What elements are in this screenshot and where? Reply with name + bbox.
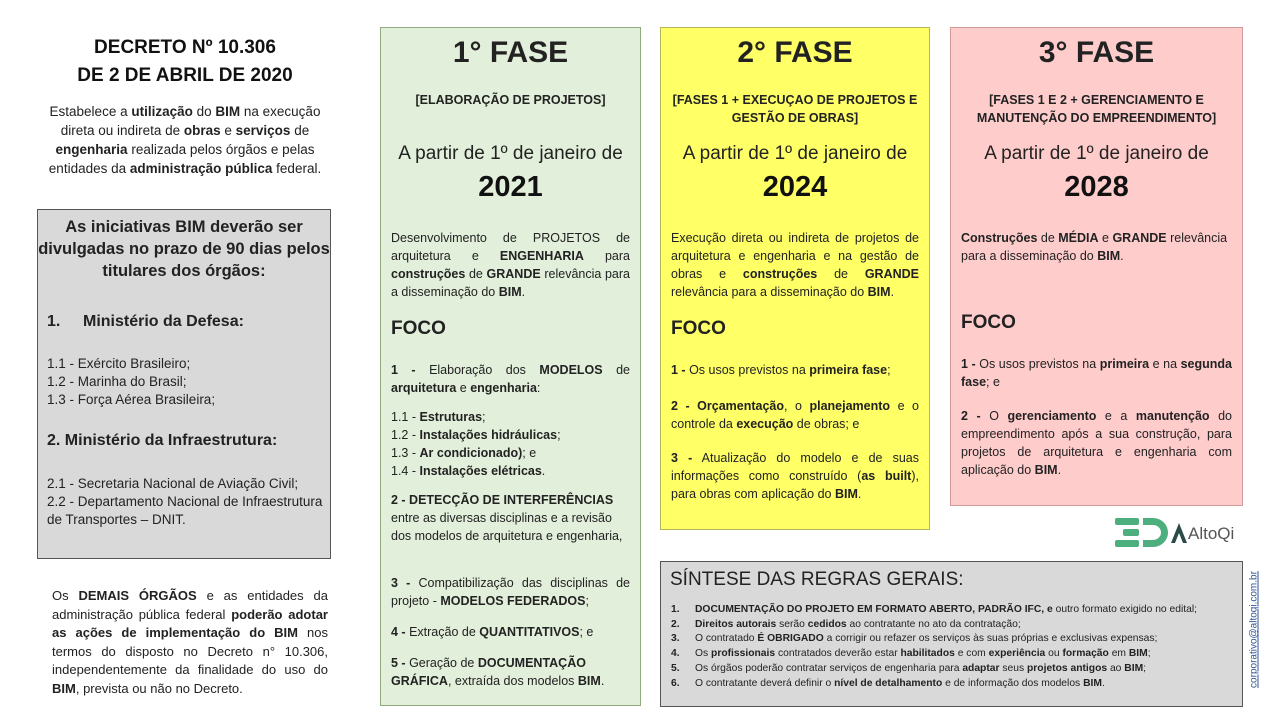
focus-subitems <box>391 408 630 480</box>
contact-email-text[interactable]: corporativo@altoqi.com.br <box>1248 571 1260 688</box>
contact-email-link[interactable] <box>1244 566 1262 702</box>
logo-3d-mark-icon <box>1115 518 1187 547</box>
phase-title: 2° FASE <box>737 36 853 69</box>
ministry-infrastructure-title: 2. Ministério da Infraestrutura: <box>47 432 278 449</box>
phase-year: 2028 <box>1064 171 1129 203</box>
list-item: 1.2 - Marinha do Brasil; <box>47 374 187 389</box>
logo-text: AltoQi <box>1188 524 1235 543</box>
synthesis-item: 5. Os órgãos poderão contratar serviços de engenharia para adaptar seus projetos antigos ao BIM; <box>671 662 1147 674</box>
decree-title-line2: DE 2 DE ABRIL DE 2020 <box>77 65 293 86</box>
phase-description: Construções de MÉDIA e GRANDE relevância para a disseminação do BIM. <box>961 231 1228 263</box>
list-item: 1.3 - Força Aérea Brasileira; <box>47 392 216 407</box>
list-item: 2.2 - Departamento Nacional de Infraestrutura de Transportes – DNIT. <box>47 494 323 527</box>
synthesis-list <box>671 603 1236 691</box>
phase-2-column <box>660 27 930 530</box>
focus-item-2: 2 - O gerenciamento e a manutenção do empreendimento após a sua construção, para projetos de arquitetura e engenharia com aplicação do BIM. <box>961 409 1233 477</box>
phase-year: 2021 <box>478 171 543 203</box>
focus-item-1: 1 - Os usos previstos na primeira fase; <box>671 363 891 377</box>
list-item: 1.1 - Estruturas; <box>391 410 486 424</box>
list-item: 1.1 - Exército Brasileiro; <box>47 356 191 371</box>
decree-title <box>40 34 330 90</box>
phase-subtitle: [FASES 1 + EXECUÇAO DE PROJETOS E GESTÃO DE OBRAS] <box>672 93 918 125</box>
focus-heading: FOCO <box>961 312 1016 333</box>
phase-description: Execução direta ou indireta de projetos de arquitetura e engenharia e na gestão de obras e construções de GRANDE relevância para a disseminação do BIM. <box>671 231 919 299</box>
initiatives-heading: As iniciativas BIM deverão ser divulgadas no prazo de 90 dias pelos titulares dos órgãos: <box>38 218 330 280</box>
focus-item-3: 3 - Compatibilização das disciplinas de projeto - MODELOS FEDERADOS; <box>391 576 630 608</box>
phase-subtitle: [ELABORAÇÃO DE PROJETOS] <box>415 93 606 107</box>
list-item: 2.1 - Secretaria Nacional de Aviação Civil; <box>47 476 299 491</box>
phase-subtitle: [FASES 1 E 2 + GERENCIAMENTO E MANUTENÇÃO DO EMPREENDIMENTO] <box>976 93 1217 125</box>
ministry-infrastructure-list <box>47 475 323 529</box>
phase-start-label: A partir de 1º de janeiro de <box>682 143 908 164</box>
phase-description: Desenvolvimento de PROJETOS de arquitetura e ENGENHARIA para construções de GRANDE relevância para a disseminação do BIM. <box>391 231 630 299</box>
list-item: 1.2 - Instalações hidráulicas; <box>391 428 561 442</box>
synthesis-item: 1. DOCUMENTAÇÃO DO PROJETO EM FORMATO ABERTO, PADRÃO IFC, e outro formato exigido no edital; <box>671 604 1197 615</box>
ministry-defense-title: 1. Ministério da Defesa: <box>47 313 244 330</box>
decree-title-line1: DECRETO Nº 10.306 <box>94 37 276 58</box>
phase-year: 2024 <box>762 171 828 203</box>
phase-1-column <box>380 27 641 706</box>
synthesis-item: 4. Os profissionais contratados deverão estar habilitados e com experiência ou formação em BIM; <box>671 648 1151 660</box>
ministry-defense-list <box>47 355 215 409</box>
focus-item-2: 2 - Orçamentação, o planejamento e o controle da execução de obras; e <box>671 399 920 431</box>
synthesis-box <box>660 561 1243 707</box>
list-item: 1.4 - Instalações elétricas. <box>391 464 546 478</box>
initiatives-box <box>37 209 331 559</box>
focus-item-1: 1 - Os usos previstos na primeira e na segunda fase; e <box>961 357 1232 389</box>
list-item: 1.3 - Ar condicionado); e <box>391 446 537 460</box>
focus-item-2: 2 - DETECÇÃO DE INTERFERÊNCIAS entre as diversas disciplinas e a revisão dos modelos de arquitetura e engenharia, <box>391 493 623 543</box>
focus-item-5: 5 - Geração de DOCUMENTAÇÃO GRÁFICA, extraída dos modelos BIM. <box>391 656 605 688</box>
phase-title: 3° FASE <box>1038 36 1155 69</box>
focus-item-1: 1 - Elaboração dos MODELOS de arquitetura e engenharia: <box>391 363 630 395</box>
phase-3-column <box>950 27 1243 506</box>
focus-heading: FOCO <box>671 318 726 339</box>
synthesis-item: 6. O contratante deverá definir o nível de detalhamento e de informação dos modelos BIM. <box>671 677 1105 689</box>
decree-description: Estabelece a utilização do BIM na execução direta ou indireta de obras e serviços de engenharia realizada pelos órgãos e pelas entidades da administração pública federal. <box>48 104 322 176</box>
other-organs-note: Os DEMAIS ÓRGÃOS e as entidades da administração pública federal poderão adotar as ações de implementação do BIM nos termos do disposto no Decreto n° 10.306, independentemente da finalidade do uso do BIM, prevista ou não no Decreto. <box>52 588 329 696</box>
focus-item-4: 4 - Extração de QUANTITATIVOS; e <box>391 625 594 639</box>
phase-title: 1° FASE <box>452 36 569 69</box>
synthesis-item: 3. O contratado É OBRIGADO a corrigir ou refazer os serviços às suas próprias e exclusivas expensas; <box>671 633 1158 645</box>
focus-item-3: 3 - Atualização do modelo e de suas informações como construído (as built), para obras com aplicação do BIM. <box>671 451 919 501</box>
phase-start-label: A partir de 1º de janeiro de <box>398 143 623 164</box>
phase-start-label: A partir de 1º de janeiro de <box>984 143 1209 164</box>
focus-heading: FOCO <box>391 318 446 339</box>
synthesis-title: SÍNTESE DAS REGRAS GERAIS: <box>670 569 964 590</box>
synthesis-item: 2. Direitos autorais serão cedidos ao contratante no ato da contratação; <box>671 618 1021 630</box>
